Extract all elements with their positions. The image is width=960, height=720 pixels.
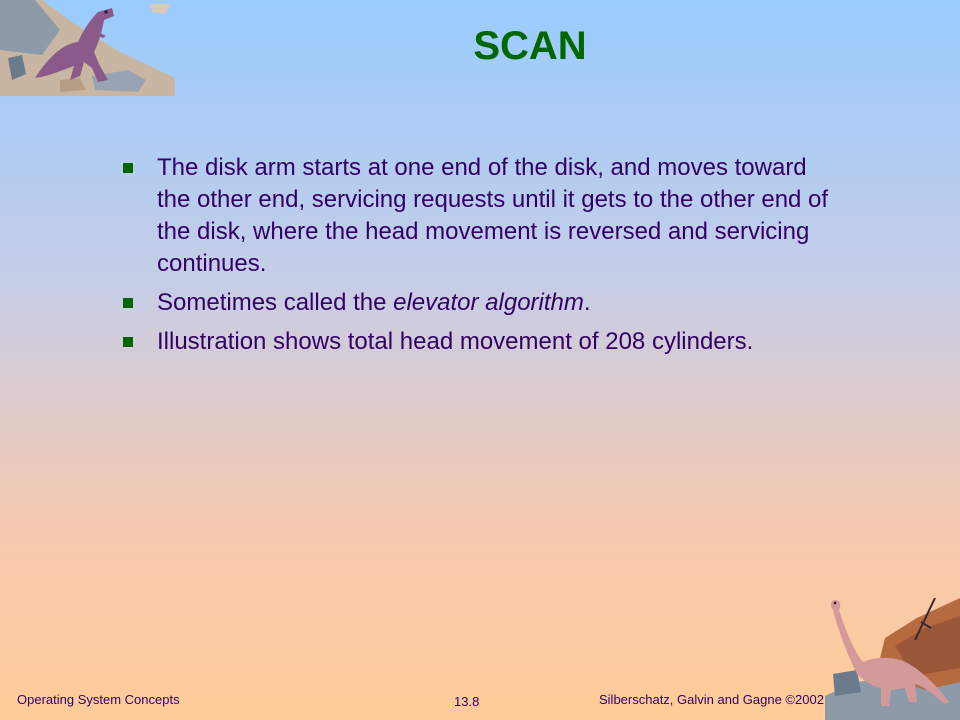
bullet-text-main: Illustration shows total head movement of 208 cylinders. <box>157 328 754 355</box>
footer-page-number: 13.8 <box>454 694 480 709</box>
bullet-text-end: . <box>583 289 591 316</box>
bullet-text-main: The disk arm starts at one end of the disk, and moves toward the other end, servicing requests until it gets to the other end of the disk, where the head movement is reversed and servicing continues. <box>157 154 829 277</box>
bullet-text <box>157 154 828 277</box>
brachiosaurus-illustration <box>825 598 960 720</box>
square-bullet-icon <box>123 298 133 308</box>
slide-title: SCAN <box>473 24 587 68</box>
bullet-text <box>157 328 753 355</box>
bullet-item <box>120 326 840 358</box>
bullet-emphasis: elevator algorithm <box>393 289 584 316</box>
square-bullet-icon <box>123 337 133 347</box>
footer-authors: Silberschatz, Galvin and Gagne ©2002 <box>599 692 824 707</box>
bullet-list <box>120 152 840 365</box>
bullet-text <box>157 289 591 316</box>
square-bullet-icon <box>123 163 133 173</box>
bullet-item <box>120 287 840 319</box>
footer-book-title: Operating System Concepts <box>17 692 180 707</box>
bullet-item <box>120 152 840 280</box>
bullet-text-main: Sometimes called the <box>157 289 394 316</box>
